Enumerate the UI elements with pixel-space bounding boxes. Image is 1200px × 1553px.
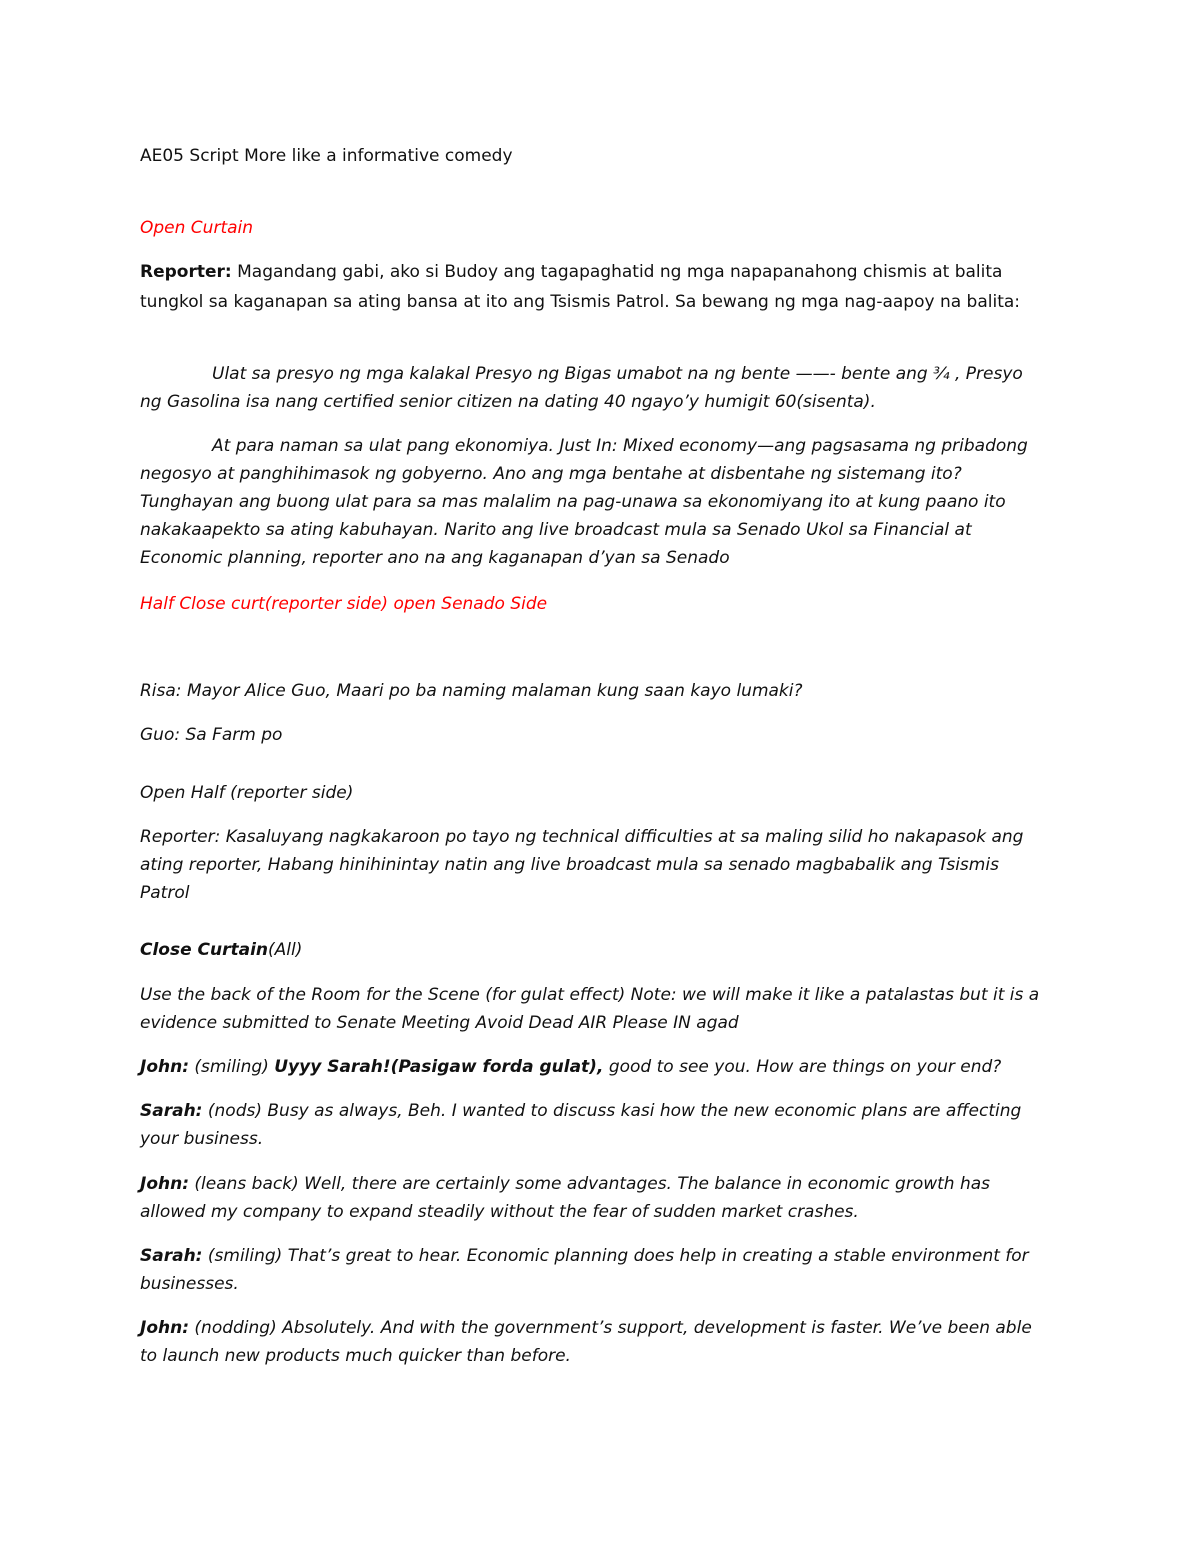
speaker-label: Reporter: xyxy=(140,262,232,282)
john-dialogue-2-line-1 xyxy=(140,1174,990,1194)
sarah-dialogue-2-line-2: businesses. xyxy=(140,1274,239,1294)
dialogue-text: (smiling) That’s great to hear. Economic planning does help in creating a stable environment for xyxy=(202,1246,1029,1266)
news-economy-line-4: nakakaapekto sa ating kabuhayan. Narito ang live broadcast mula sa Senado Ukol sa Financial at xyxy=(140,520,972,540)
dialogue-text: (leans back) Well, there are certainly some advantages. The balance in economic growth has xyxy=(189,1174,991,1194)
stage-direction-open-half: Open Half (reporter side) xyxy=(140,783,354,803)
sarah-dialogue-1-line-2: your business. xyxy=(140,1129,264,1149)
close-curtain-direction xyxy=(140,940,302,960)
speaker-label: Sarah: xyxy=(140,1101,203,1121)
stage-direction-half-close: Half Close curt(reporter side) open Senado Side xyxy=(140,594,548,614)
scene-note-line-1: Use the back of the Room for the Scene (for gulat effect) Note: we will make it like a patalastas but it is a xyxy=(140,985,1040,1005)
document-title: AE05 Script More like a informative comedy xyxy=(140,146,513,166)
reporter-difficulties-line-3: Patrol xyxy=(140,883,190,903)
speaker-label: Sarah: xyxy=(140,1246,203,1266)
close-curtain-label: Close Curtain xyxy=(140,940,269,960)
news-economy-line-5: Economic planning, reporter ano na ang kaganapan d’yan sa Senado xyxy=(140,548,730,568)
speaker-label: John: xyxy=(140,1318,190,1338)
speaker-label: John: xyxy=(140,1057,190,1077)
reporter-intro-text: Magandang gabi, ako si Budoy ang tagapaghatid ng mga napapanahong chismis at balita xyxy=(231,262,1003,282)
news-economy-line-2: negosyo at panghihimasok ng gobyerno. Ano ang mga bentahe at disbentahe ng sistemang ito? xyxy=(140,464,962,484)
sarah-dialogue-1-line-1 xyxy=(140,1101,1021,1121)
john-dialogue-1 xyxy=(140,1057,1001,1077)
risa-line: Risa: Mayor Alice Guo, Maari po ba naming malaman kung saan kayo lumaki? xyxy=(140,681,803,701)
dialogue-text: (nodding) Absolutely. And with the government’s support, development is faster. We’ve been able xyxy=(189,1318,1032,1338)
news-economy-line-3: Tunghayan ang buong ulat para sa mas malalim na pag-unawa sa ekonomiyang ito at kung paano ito xyxy=(140,492,1006,512)
john-dialogue-2-line-2: allowed my company to expand steadily without the fear of sudden market crashes. xyxy=(140,1202,859,1222)
sarah-dialogue-2-line-1 xyxy=(140,1246,1029,1266)
stage-cue: (smiling) xyxy=(189,1057,275,1077)
guo-line: Guo: Sa Farm po xyxy=(140,725,283,745)
dialogue-text: (nods) Busy as always, Beh. I wanted to discuss kasi how the new economic plans are affecting xyxy=(202,1101,1022,1121)
news-prices-line-2: ng Gasolina isa nang certified senior citizen na dating 40 ngayo’y humigit 60(sisenta). xyxy=(140,392,876,412)
dialogue-text: good to see you. How are things on your end? xyxy=(603,1057,1002,1077)
reporter-difficulties-line-2: ating reporter, Habang hinihinintay natin ang live broadcast mula sa senado magbabalik ang Tsismis xyxy=(140,855,999,875)
close-curtain-scope: (All) xyxy=(268,940,303,960)
scene-note-line-2: evidence submitted to Senate Meeting Avoid Dead AIR Please IN agad xyxy=(140,1013,739,1033)
speaker-label: John: xyxy=(140,1174,190,1194)
stage-direction-open-curtain: Open Curtain xyxy=(140,218,254,238)
news-economy-line-1: At para naman sa ulat pang ekonomiya. Just In: Mixed economy—ang pagsasama ng pribadong xyxy=(212,436,1028,456)
john-dialogue-3-line-1 xyxy=(140,1318,1032,1338)
john-dialogue-3-line-2: to launch new products much quicker than before. xyxy=(140,1346,571,1366)
reporter-difficulties-line-1: Reporter: Kasaluyang nagkakaroon po tayo ng technical difficulties at sa maling silid ho nakapasok ang xyxy=(140,827,1024,847)
news-prices-line-1: Ulat sa presyo ng mga kalakal Presyo ng Bigas umabot na ng bente ——- bente ang ¾ , Presyo xyxy=(212,364,1023,384)
reporter-intro-line-2: tungkol sa kaganapan sa ating bansa at ito ang Tsismis Patrol. Sa bewang ng mga nag-aapoy na balita: xyxy=(140,292,1021,312)
emphasis-text: Uyyy Sarah!(Pasigaw forda gulat), xyxy=(274,1057,604,1077)
reporter-intro-line-1 xyxy=(140,262,1002,282)
